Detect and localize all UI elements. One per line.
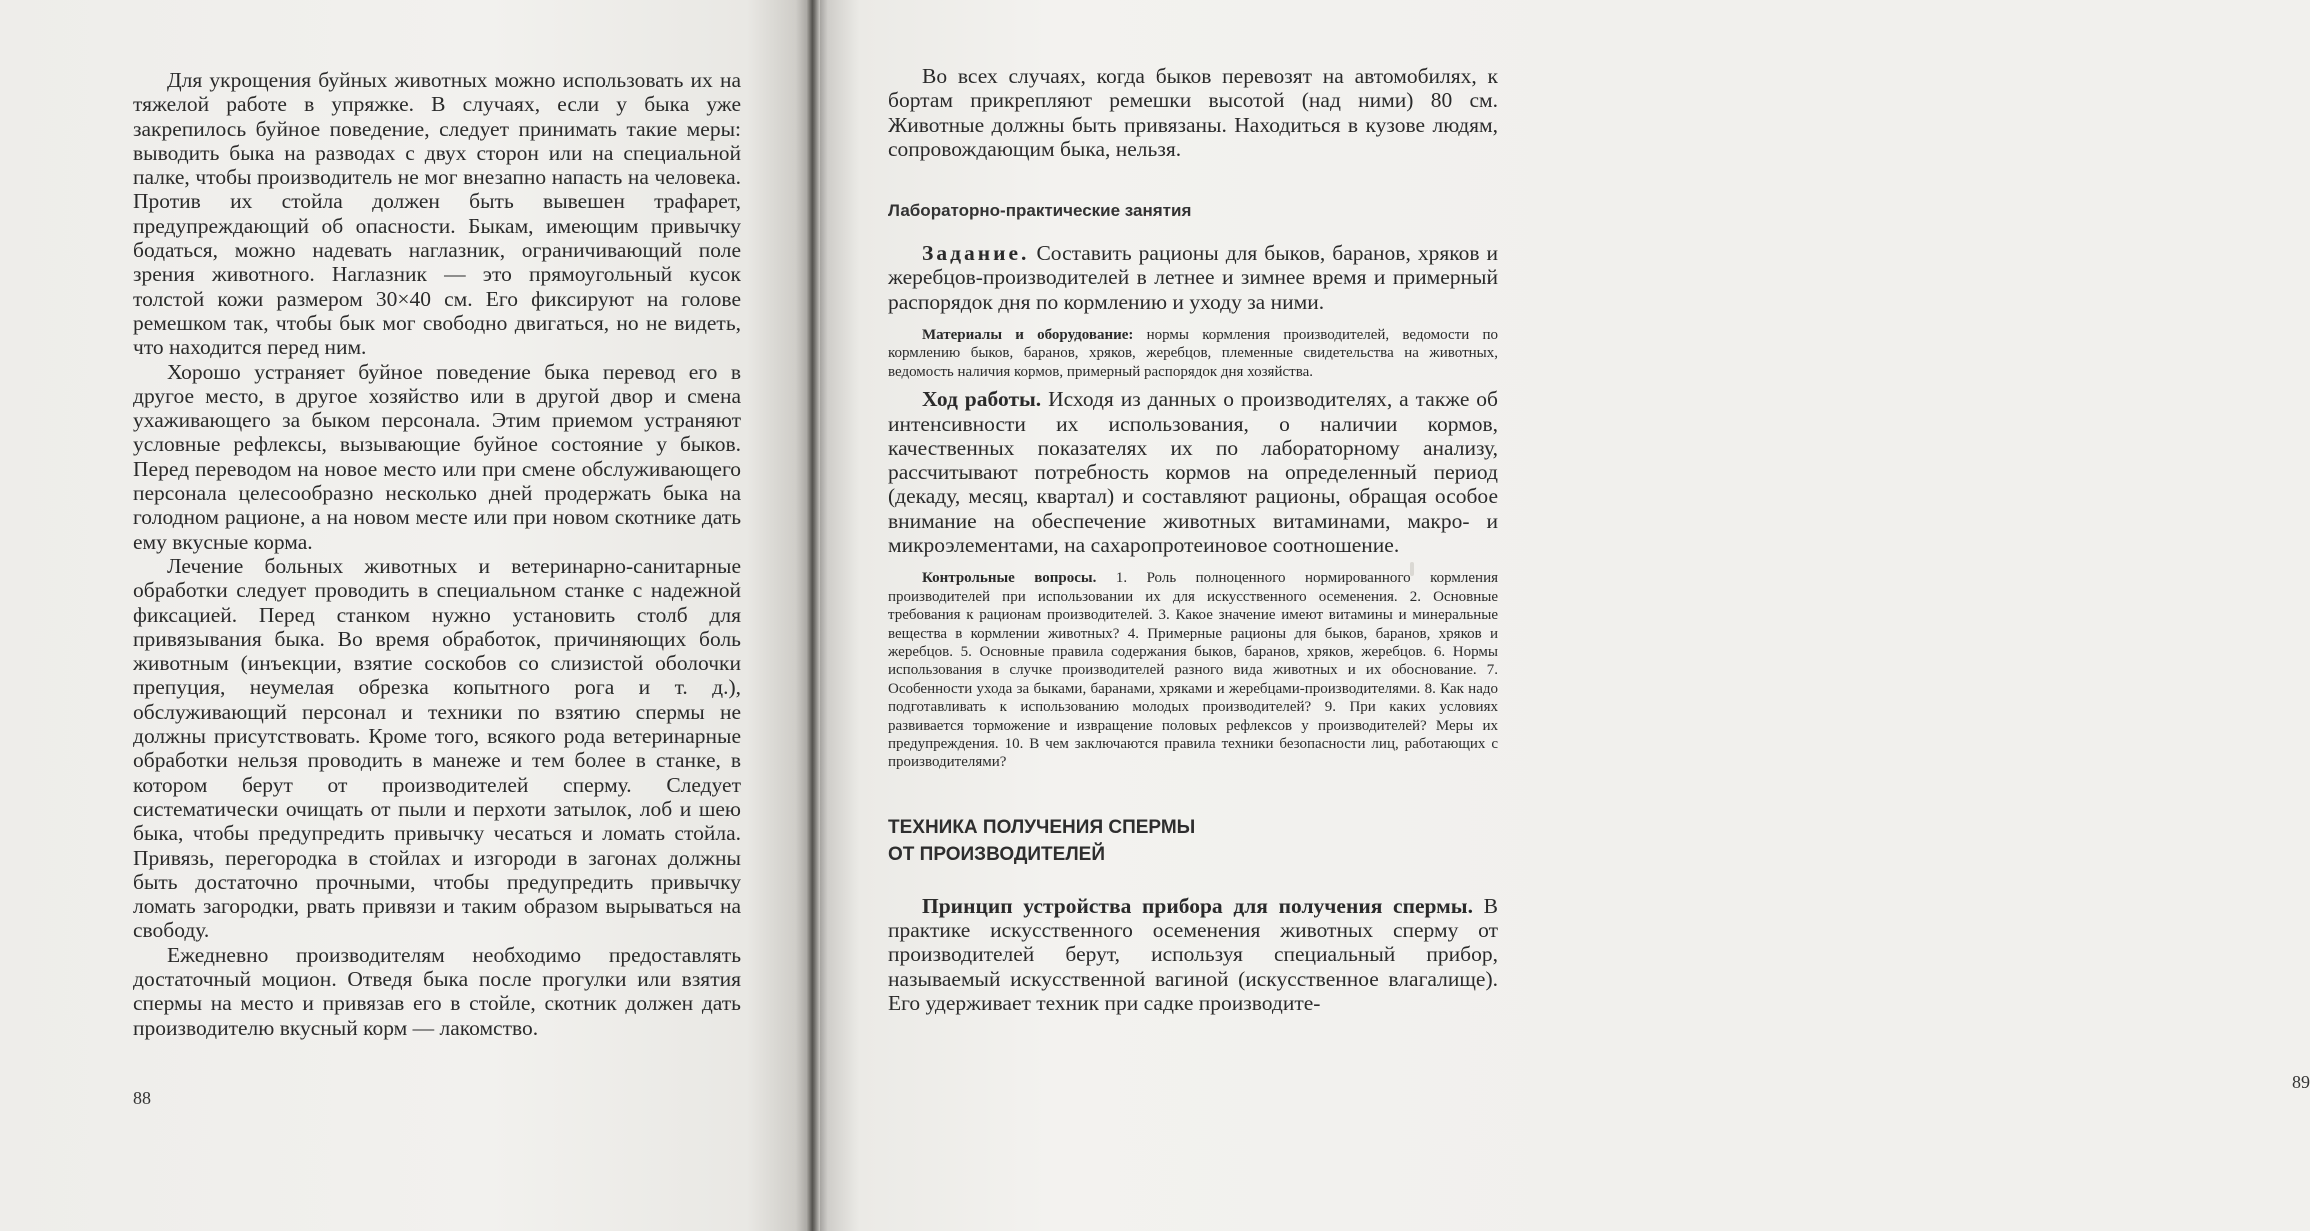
materials-paragraph bbox=[888, 326, 1498, 381]
materials-label: Материалы и оборудование: bbox=[922, 327, 1134, 344]
book-spine bbox=[806, 0, 820, 1231]
left-page-text bbox=[133, 68, 741, 1040]
progress-label: Ход работы. bbox=[922, 387, 1042, 412]
paragraph: Хорошо устраняет буйное поведение быка перевод его в другое место, в другое хозяйство или в другой двор и смена ухаживающего за быком персонала. Этим приемом устраняют условные рефлексы, вызывающие буйное состояние у быков. Перед переводом на новое место или при смене обслуживающего персонала целесообразно несколько дней продержать быка на голодном рационе, а на новом месте или при новом скотнике дать ему вкусные корма. bbox=[133, 359, 741, 554]
task-paragraph bbox=[888, 241, 1498, 314]
left-page bbox=[0, 0, 812, 1231]
intro-paragraph: Во всех случаях, когда быков перевозят на автомобилях, к бортам прикрепляют ремешки высотой (над ними) 80 см. Животные должны быть привязаны. Находиться в кузове людям, сопровождающим быка, нельзя. bbox=[888, 64, 1498, 161]
chapter-heading bbox=[888, 814, 1498, 868]
paragraph: Ежедневно производителям необходимо предоставлять достаточный моцион. Отведя быка после прогулки или взятия спермы на место и привязав его в стойле, скотник должен дать производителю вкусный корм — лакомство. bbox=[133, 942, 741, 1040]
page-number-left: 88 bbox=[133, 1088, 151, 1108]
principle-text: В практике искусственного осеменения животных сперму от производителей берут, используя специальный прибор, называемый искусственной вагиной (искусственное влагалище). Его удерживает техник при садке производите- bbox=[888, 893, 1499, 1016]
paragraph: Для укрощения буйных животных можно использовать их на тяжелой работе в упряжке. В случаях, если у быка уже закрепилось буйное поведение, следует принимать такие меры: выводить быка на разводах с двух сторон или на специальной палке, чтобы производитель не мог внезапно напасть на человека. Против их стойла должен быть вывешен трафарет, предупреждающий об опасности. Быкам, имеющим привычку бодаться, можно надевать наглазник, ограничивающий поле зрения животного. Наглазник — это прямоугольный кусок толстой кожи размером 30×40 см. Его фиксируют на голове ремешком так, чтобы бык мог свободно двигаться, но не видеть, что находится перед ним. bbox=[133, 68, 741, 360]
principle-paragraph bbox=[888, 894, 1498, 1015]
progress-text: Исходя из данных о производителях, а также об интенсивности их использования, о наличии кормов, качественных показателях их по лабораторному анализу, рассчитывают потребность кормов на определенный период (декаду, месяц, квартал) и составляют рационы, обращая особое внимание на обеспечение животных витаминами, макро- и микроэлементами, на сахаропротеиновое соотношение. bbox=[888, 387, 1498, 558]
chapter-heading-line: ТЕХНИКА ПОЛУЧЕНИЯ СПЕРМЫ bbox=[888, 816, 1196, 838]
questions-label: Контрольные вопросы. bbox=[922, 570, 1097, 587]
progress-paragraph bbox=[888, 387, 1498, 557]
page-number-right: 89 bbox=[2292, 1072, 2310, 1092]
task-text: Составить рационы для быков, баранов, хряков и жеребцов-производителей в летнее и зимнее время и примерный распорядок дня по кормлению и уходу за ними. bbox=[888, 241, 1499, 314]
lab-section-heading: Лабораторно-практические занятия bbox=[888, 201, 1192, 221]
chapter-heading-line: ОТ ПРОИЗВОДИТЕЛЕЙ bbox=[888, 843, 1105, 865]
paragraph: Лечение больных животных и ветеринарно-санитарные обработки следует проводить в специальном станке с надежной фиксацией. Перед станком нужно установить столб для привязывания быка. Во время обработок, причиняющих боль животным (инъекции, взятие соскобов со слизистой оболочки препуция, неумелая обрезка копытного рога и т. д.), обслуживающий персонал и техники по взятию спермы не должны присутствовать. Кроме того, всякого рода ветеринарные обработки нельзя проводить в манеже и тем более в станке, в котором берут от производителей сперму. Следует систематически очищать от пыли и перхоти затылок, лоб и шею быка, чтобы предупредить привычку чесаться и ломать стойла. Привязь, перегородка в стойлах и изгороди в загонах должны быть достаточно прочными, чтобы предупредить привычку ломать загородки, рвать привязи и таким образом вырываться на свободу. bbox=[133, 553, 741, 943]
questions-text: 1. Роль полноценного нормированного кормления производителей при использовании их для искусственного осеменения. 2. Основные требования к рационам производителей. 3. Какое значение имеют витамины и минеральные вещества в кормлении животных? 4. Примерные рационы для быков, баранов, хряков и жеребцов. 5. Основные правила содержания быков, баранов, хряков, жеребцов. 6. Нормы использования в случке производителей разного вида животных и их обоснование. 7. Особенности ухода за быками, баранами, хряками и жеребцами-производителями. 8. Как надо подготавливать к использованию молодых производителей? 9. При каких условиях развивается торможение и извращение половых рефлексов у производителей? Меры их предупреждения. 10. В чем заключаются правила техники безопасности лиц, работающих с производителями? bbox=[888, 570, 1498, 771]
materials-text: нормы кормления производителей, ведомости по кормлению быков, баранов, хряков, жеребцов, племенные свидетельства на животных, ведомость наличия кормов, примерный распорядок дня хозяйства. bbox=[888, 327, 1499, 380]
task-label: Задание. bbox=[922, 241, 1030, 266]
right-page-text bbox=[888, 64, 1498, 1015]
principle-label: Принцип устройства прибора для получения спермы. bbox=[922, 893, 1473, 918]
questions-paragraph bbox=[888, 569, 1498, 771]
